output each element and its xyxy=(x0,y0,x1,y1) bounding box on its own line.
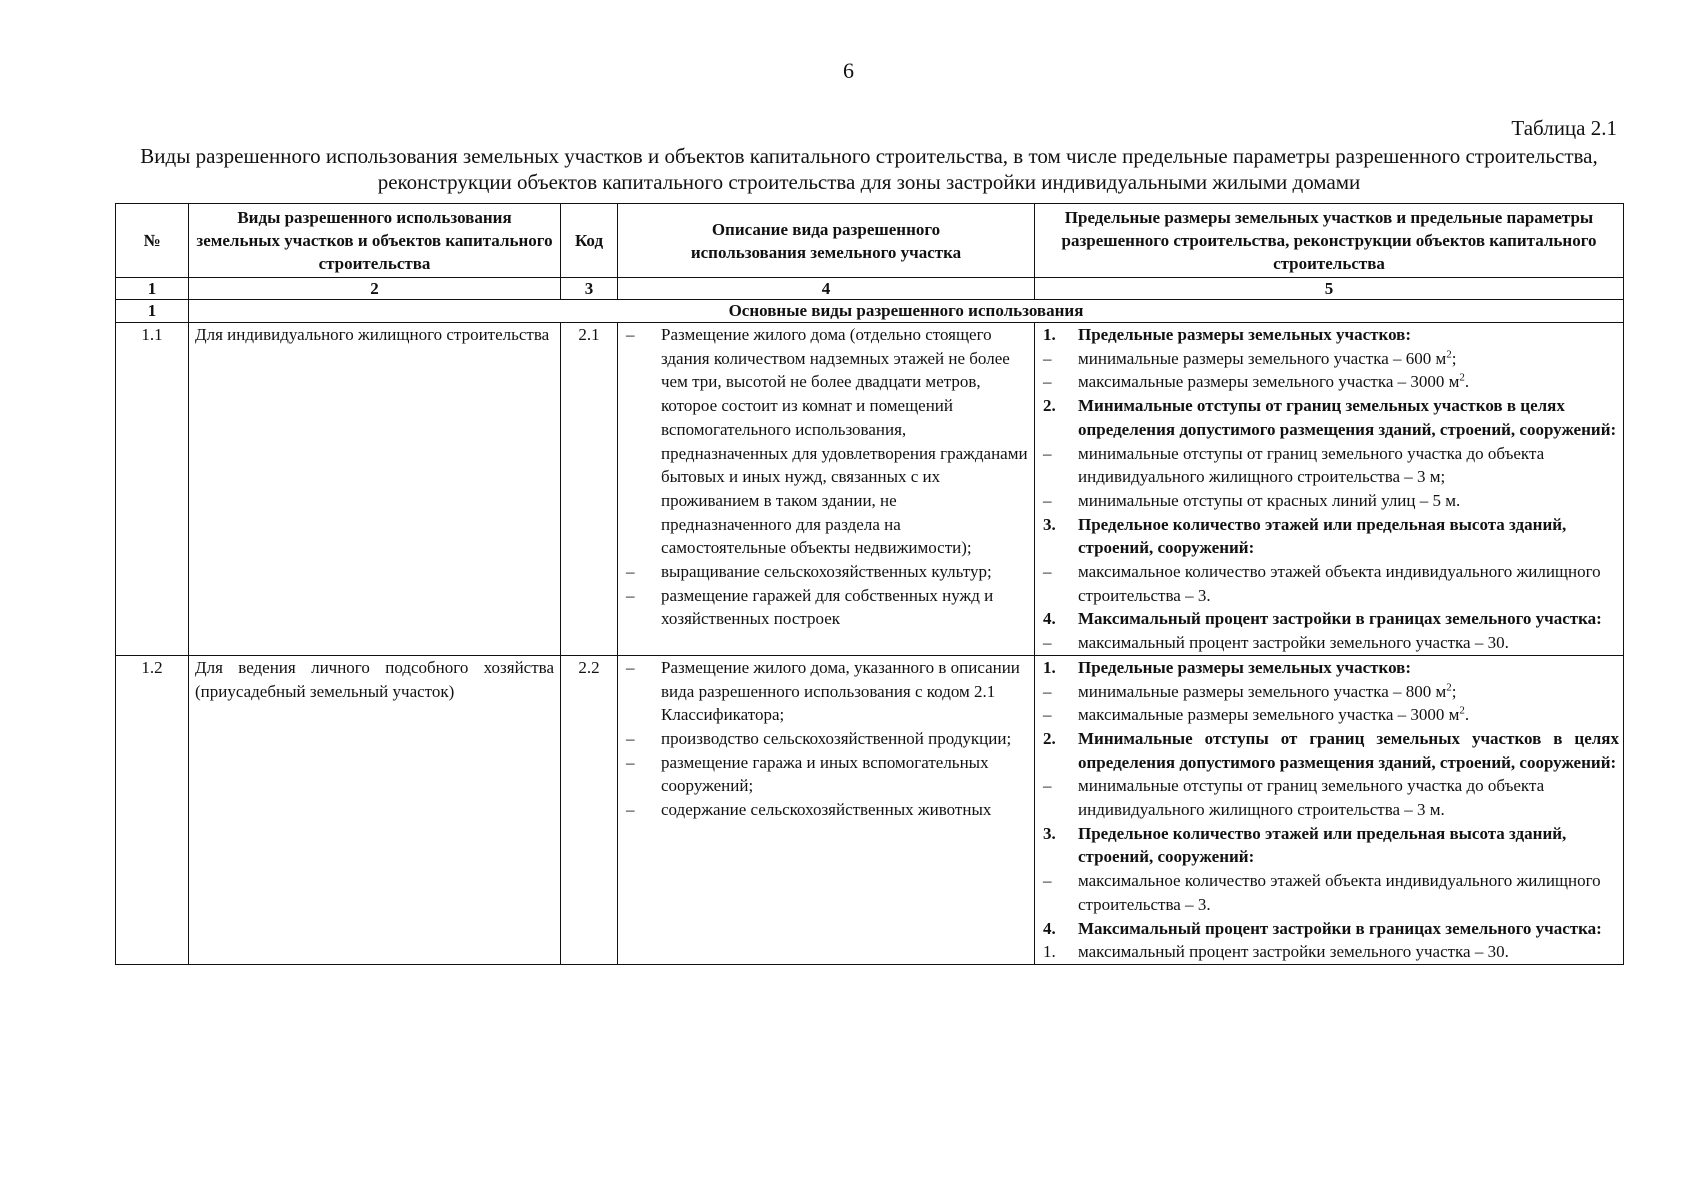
param-item xyxy=(1041,370,1619,394)
table-row xyxy=(116,655,1624,964)
list-text: Размещение жилого дома, указанного в описании вида разрешенного использования с кодом 2.1 Классификатора; xyxy=(661,657,1020,725)
param-heading xyxy=(1041,727,1619,774)
param-heading xyxy=(1041,323,1619,347)
description-item xyxy=(624,584,1028,631)
list-text: максимальный процент застройки земельного участка – 30. xyxy=(1078,633,1509,653)
list-marker: – xyxy=(1043,776,1052,796)
description-item xyxy=(624,751,1028,798)
description-item xyxy=(624,323,1028,560)
list-marker: – xyxy=(1043,871,1052,891)
row-params xyxy=(1035,655,1624,964)
list-text: Минимальные отступы от границ земельных участков в целях определения допустимого размещения зданий, строений, сооружений: xyxy=(1078,728,1619,772)
list-marker: 3. xyxy=(1043,514,1056,534)
superscript: 2 xyxy=(1446,348,1452,361)
list-marker: 1. xyxy=(1043,325,1056,344)
param-heading xyxy=(1041,513,1619,560)
list-text: Максимальный процент застройки в границах земельного участка: xyxy=(1078,918,1602,938)
row-description xyxy=(618,655,1035,964)
list-marker: 4. xyxy=(1043,918,1056,938)
list-text: максимальное количество этажей объекта индивидуального жилищного строительства – 3. xyxy=(1078,562,1601,605)
table-row xyxy=(116,323,1624,656)
list-marker: 1. xyxy=(1043,942,1056,962)
param-item xyxy=(1041,347,1619,371)
list-text: производство сельскохозяйственной продукции; xyxy=(661,728,1012,748)
list-text: максимальный процент застройки земельного участка – 30. xyxy=(1078,942,1509,962)
column-number: 4 xyxy=(618,278,1035,300)
header-description: Описание вида разрешенного использования земельного участка xyxy=(618,204,1035,278)
superscript: 2 xyxy=(1459,371,1465,384)
zoning-table xyxy=(115,203,1624,965)
column-number-row xyxy=(116,278,1624,300)
list-text: содержание сельскохозяйственных животных xyxy=(661,800,992,820)
row-num: 1.2 xyxy=(116,655,189,964)
column-number: 5 xyxy=(1035,278,1624,300)
list-text: размещение гаражей для собственных нужд и хозяйственных построек xyxy=(661,585,994,629)
header-row xyxy=(116,204,1624,278)
superscript: 2 xyxy=(1459,704,1465,717)
list-text: Минимальные отступы от границ земельных участков в целях определения допустимого размещения зданий, строений, сооружений: xyxy=(1078,396,1617,439)
param-item xyxy=(1041,774,1619,821)
list-text: минимальные отступы от границ земельного участка до объекта индивидуального жилищного строительства – 3 м; xyxy=(1078,443,1545,487)
param-heading xyxy=(1041,394,1619,441)
list-marker: – xyxy=(626,800,635,820)
table-label: Таблица 2.1 xyxy=(1511,116,1617,140)
description-item xyxy=(624,656,1028,727)
list-marker: 1. xyxy=(1043,657,1056,677)
header-num: № xyxy=(116,204,189,278)
list-text: Предельные размеры земельных участков: xyxy=(1078,325,1412,344)
list-text: Размещение жилого дома (отдельно стоящего здания количеством надземных этажей не более чем три, высотой не более двадцати метров, которое состоит из комнат и помещений вспомогательного использования, предназначенных для удовлетворения гражданами бытовых и иных нужд, связанных с их проживанием в таком здании, не предназначенного для раздела на самостоятельные объекты недвижимости); xyxy=(661,325,1028,558)
list-marker: – xyxy=(1043,372,1052,392)
row-use-type: Для индивидуального жилищного строительства xyxy=(189,323,561,656)
list-marker: – xyxy=(1043,705,1052,725)
row-code: 2.2 xyxy=(561,655,618,964)
param-heading xyxy=(1041,822,1619,869)
list-text: минимальные отступы от границ земельного участка до объекта индивидуального жилищного строительства – 3 м. xyxy=(1078,776,1545,820)
row-num: 1.1 xyxy=(116,323,189,656)
param-item xyxy=(1041,680,1619,704)
header-type: Виды разрешенного использования земельных участков и объектов капитального строительства xyxy=(189,204,561,278)
list-marker: – xyxy=(626,325,635,344)
list-text: максимальные размеры земельного участка – 3000 м xyxy=(1078,705,1460,725)
list-marker: – xyxy=(1043,681,1052,701)
list-marker: 4. xyxy=(1043,609,1056,629)
column-number: 3 xyxy=(561,278,618,300)
list-marker: – xyxy=(1043,490,1052,510)
row-description xyxy=(618,323,1035,656)
list-text: Предельное количество этажей или предельная высота зданий, строений, сооружений: xyxy=(1078,823,1567,867)
list-text: Максимальный процент застройки в границах земельного участка: xyxy=(1078,609,1602,629)
column-number: 2 xyxy=(189,278,561,300)
list-text: максимальные размеры земельного участка – 3000 м xyxy=(1078,372,1460,392)
description-item xyxy=(624,727,1028,751)
param-heading xyxy=(1041,607,1619,631)
list-text-tail: . xyxy=(1464,372,1470,392)
list-marker: – xyxy=(1043,633,1052,653)
list-marker: 3. xyxy=(1043,823,1056,843)
section-num: 1 xyxy=(116,300,189,323)
list-text: выращивание сельскохозяйственных культур; xyxy=(661,562,992,582)
param-item xyxy=(1041,442,1619,489)
param-item xyxy=(1041,489,1619,513)
list-marker: 2. xyxy=(1043,728,1056,748)
list-text: Предельные размеры земельных участков: xyxy=(1078,657,1412,677)
list-marker: – xyxy=(1043,348,1052,368)
description-item xyxy=(624,560,1028,584)
list-marker: – xyxy=(1043,562,1052,582)
list-marker: – xyxy=(626,728,635,748)
list-marker: – xyxy=(626,752,635,772)
list-text-tail: ; xyxy=(1451,348,1457,368)
description-item xyxy=(624,798,1028,822)
row-code: 2.1 xyxy=(561,323,618,656)
list-text-tail: . xyxy=(1464,705,1470,725)
param-item xyxy=(1041,940,1619,964)
list-text: минимальные отступы от красных линий улиц – 5 м. xyxy=(1078,490,1461,510)
list-text: минимальные размеры земельного участка – 800 м xyxy=(1078,681,1447,701)
section-row xyxy=(116,300,1624,323)
row-params xyxy=(1035,323,1624,656)
superscript: 2 xyxy=(1446,680,1452,693)
list-marker: – xyxy=(626,585,635,605)
param-item xyxy=(1041,869,1619,916)
param-item xyxy=(1041,631,1619,655)
list-text: максимальное количество этажей объекта индивидуального жилищного строительства – 3. xyxy=(1078,871,1601,914)
page-number: 6 xyxy=(843,58,854,83)
list-text-tail: ; xyxy=(1451,681,1457,701)
list-text: Предельное количество этажей или предельная высота зданий, строений, сооружений: xyxy=(1078,514,1567,558)
table-caption: Виды разрешенного использования земельных участков и объектов капитального строительства, в том числе предельные параметры разрешенного строительства, реконструкции объектов капитального строительства для зоны застройки индивидуальными жилыми домами xyxy=(140,144,1598,194)
header-params: Предельные размеры земельных участков и предельные параметры разрешенного строительства, реконструкции объектов капитального строительства xyxy=(1035,204,1624,278)
param-item xyxy=(1041,703,1619,727)
row-use-type: Для ведения личного подсобного хозяйства (приусадебный земельный участок) xyxy=(189,655,561,964)
param-heading xyxy=(1041,917,1619,941)
param-heading xyxy=(1041,656,1619,680)
section-title: Основные виды разрешенного использования xyxy=(189,300,1624,323)
list-marker: – xyxy=(626,657,635,677)
column-number: 1 xyxy=(116,278,189,300)
list-marker: – xyxy=(626,562,635,582)
param-item xyxy=(1041,560,1619,607)
header-code: Код xyxy=(561,204,618,278)
list-text: размещение гаража и иных вспомогательных сооружений; xyxy=(661,752,989,796)
list-marker: 2. xyxy=(1043,396,1056,416)
list-text: минимальные размеры земельного участка – 600 м xyxy=(1078,348,1447,368)
list-marker: – xyxy=(1043,443,1052,463)
